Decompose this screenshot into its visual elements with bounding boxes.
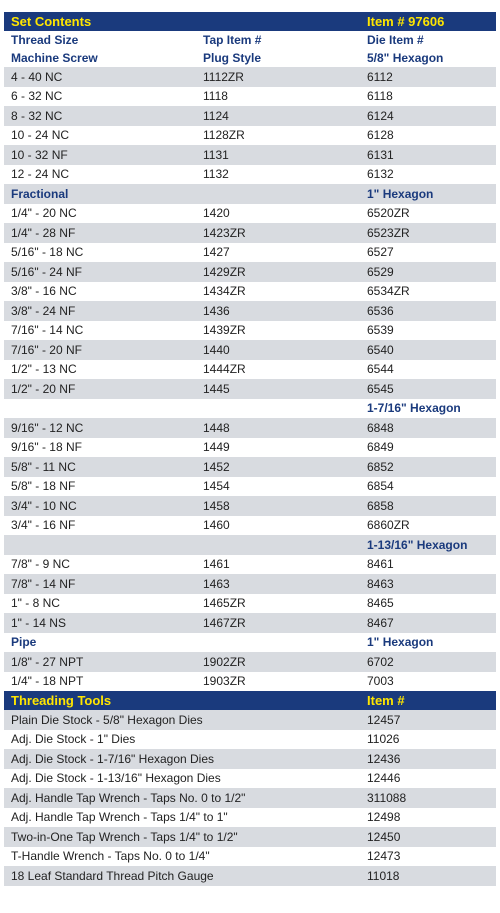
die-item-cell: 6534ZR	[367, 284, 410, 299]
die-item-cell: 6702	[367, 654, 394, 669]
thread-size-cell: 1/2" - 13 NC	[11, 362, 77, 377]
table-row	[4, 67, 496, 87]
tap-item-cell: 1461	[203, 557, 230, 572]
tool-row	[4, 788, 496, 808]
thread-size-cell: 6 - 32 NC	[11, 89, 63, 104]
tool-item-cell: 12450	[367, 829, 401, 844]
table-row	[4, 340, 496, 360]
tap-item-cell: 1436	[203, 303, 230, 318]
table-row	[4, 438, 496, 458]
table-row	[4, 613, 496, 633]
tap-item-cell: 1445	[203, 381, 230, 396]
column-header-line-2	[4, 49, 496, 67]
tool-row	[4, 827, 496, 847]
table-row	[4, 555, 496, 575]
die-item-cell: 1-7/16" Hexagon	[367, 401, 461, 416]
table-row	[4, 204, 496, 224]
tool-row	[4, 866, 496, 886]
tap-item-cell: 1429ZR	[203, 264, 246, 279]
tool-row	[4, 749, 496, 769]
die-item-cell: 6131	[367, 147, 394, 162]
die-item-cell: 8467	[367, 615, 394, 630]
tool-item-cell: 12473	[367, 849, 401, 864]
tap-item-cell: 1449	[203, 440, 230, 455]
tap-item-cell: 1452	[203, 459, 230, 474]
tool-row	[4, 808, 496, 828]
tool-rows	[4, 710, 496, 886]
set-item-number: Item # 97606	[367, 14, 445, 29]
thread-size-cell: 9/16" - 18 NF	[11, 440, 82, 455]
thread-size-cell: 1" - 8 NC	[11, 596, 60, 611]
set-contents-title: Set Contents	[11, 14, 92, 29]
thread-size-cell: 10 - 32 NF	[11, 147, 68, 162]
column-header-line-1	[4, 31, 496, 49]
die-item-cell: 1" Hexagon	[367, 186, 434, 201]
die-item-cell: 6529	[367, 264, 394, 279]
thread-size-cell: 4 - 40 NC	[11, 69, 63, 84]
die-item-cell: 6520ZR	[367, 206, 410, 221]
set-contents-band	[4, 12, 496, 31]
table-row	[4, 594, 496, 614]
threading-tools-title: Threading Tools	[11, 693, 112, 708]
table-row	[4, 106, 496, 126]
table-row	[4, 516, 496, 536]
thread-size-cell: 7/8" - 9 NC	[11, 557, 70, 572]
tap-item-cell: 1423ZR	[203, 225, 246, 240]
die-item-cell: 6128	[367, 128, 394, 143]
table-row	[4, 496, 496, 516]
die-item-cell: 6860ZR	[367, 518, 410, 533]
section-subheader-row	[4, 633, 496, 653]
die-item-cell: 6852	[367, 459, 394, 474]
die-item-cell: 6544	[367, 362, 394, 377]
tap-item-cell: 1903ZR	[203, 674, 246, 689]
die-item-cell: 6540	[367, 342, 394, 357]
section-subheader-row	[4, 399, 496, 419]
die-item-cell: 6527	[367, 245, 394, 260]
thread-size-cell: 7/8" - 14 NF	[11, 576, 76, 591]
thread-size-cell: 8 - 32 NC	[11, 108, 63, 123]
die-item-cell: 6539	[367, 323, 394, 338]
tool-row	[4, 710, 496, 730]
tools-item-header: Item #	[367, 693, 405, 708]
thread-size-cell: 5/8" - 11 NC	[11, 459, 76, 474]
thread-size-cell: 3/4" - 10 NC	[11, 498, 77, 513]
thread-size-header: Thread Size	[11, 33, 79, 47]
tool-name-cell: T-Handle Wrench - Taps No. 0 to 1/4"	[11, 849, 210, 864]
tap-item-cell: 1427	[203, 245, 230, 260]
tool-name-cell: Plain Die Stock - 5/8" Hexagon Dies	[11, 712, 203, 727]
tool-name-cell: Adj. Die Stock - 1" Dies	[11, 732, 136, 747]
hexagon-size-header: 5/8" Hexagon	[367, 51, 444, 65]
thread-size-cell: 1/2" - 20 NF	[11, 381, 76, 396]
tap-item-cell: 1434ZR	[203, 284, 246, 299]
die-item-cell: 6858	[367, 498, 394, 513]
tap-item-cell: 1112ZR	[203, 69, 244, 84]
die-item-cell: 1" Hexagon	[367, 635, 434, 650]
die-item-cell: 6132	[367, 167, 394, 182]
die-item-cell: 7003	[367, 674, 394, 689]
table-row	[4, 165, 496, 185]
die-item-cell: 8463	[367, 576, 394, 591]
die-item-cell: 6545	[367, 381, 394, 396]
thread-size-cell: 12 - 24 NC	[11, 167, 70, 182]
die-item-cell: 6536	[367, 303, 394, 318]
tap-item-cell: 1444ZR	[203, 362, 246, 377]
thread-size-cell: 1/4" - 28 NF	[11, 225, 76, 240]
tap-item-cell: 1132	[203, 167, 229, 182]
die-item-cell: 8465	[367, 596, 394, 611]
tool-name-cell: Adj. Handle Tap Wrench - Taps No. 0 to 1/2"	[11, 790, 246, 805]
thread-size-cell: Pipe	[11, 635, 37, 650]
tap-item-cell: 1124	[203, 108, 229, 123]
set-contents-table	[4, 12, 496, 886]
tap-item-cell: 1463	[203, 576, 230, 591]
thread-size-cell: 5/8" - 18 NF	[11, 479, 76, 494]
tap-item-cell: 1465ZR	[203, 596, 246, 611]
tool-item-cell: 12457	[367, 712, 401, 727]
table-row	[4, 301, 496, 321]
table-row	[4, 145, 496, 165]
thread-size-cell: 10 - 24 NC	[11, 128, 70, 143]
tap-item-cell: 1458	[203, 498, 230, 513]
table-row	[4, 652, 496, 672]
die-item-cell: 6118	[367, 89, 393, 104]
thread-size-cell: 3/4" - 16 NF	[11, 518, 76, 533]
tool-name-cell: 18 Leaf Standard Thread Pitch Gauge	[11, 868, 214, 883]
die-item-cell: 6849	[367, 440, 394, 455]
tap-item-cell: 1131	[203, 147, 229, 162]
table-row	[4, 87, 496, 107]
tool-item-cell: 11026	[367, 732, 400, 747]
table-row	[4, 126, 496, 146]
tap-item-cell: 1902ZR	[203, 654, 246, 669]
plug-style-header: Plug Style	[203, 51, 262, 65]
thread-size-cell: 7/16" - 14 NC	[11, 323, 84, 338]
tool-item-cell: 11018	[367, 868, 400, 883]
table-row	[4, 457, 496, 477]
threading-tools-band	[4, 691, 496, 710]
tap-item-cell: 1420	[203, 206, 230, 221]
tool-name-cell: Adj. Die Stock - 1-7/16" Hexagon Dies	[11, 751, 215, 766]
table-row	[4, 282, 496, 302]
thread-size-cell: 3/8" - 16 NC	[11, 284, 77, 299]
table-row	[4, 223, 496, 243]
table-row	[4, 262, 496, 282]
table-row	[4, 477, 496, 497]
machine-screw-header: Machine Screw	[11, 51, 98, 65]
thread-size-cell: 5/16" - 24 NF	[11, 264, 82, 279]
table-row	[4, 360, 496, 380]
thread-size-cell: 1/8" - 27 NPT	[11, 654, 84, 669]
tool-row	[4, 730, 496, 750]
tap-item-cell: 1448	[203, 420, 230, 435]
table-row	[4, 321, 496, 341]
tool-name-cell: Adj. Handle Tap Wrench - Taps 1/4" to 1"	[11, 810, 228, 825]
section-subheader-row	[4, 184, 496, 204]
tap-item-cell: 1439ZR	[203, 323, 246, 338]
tap-item-header: Tap Item #	[203, 33, 262, 47]
table-row	[4, 672, 496, 692]
thread-size-cell: 3/8" - 24 NF	[11, 303, 76, 318]
thread-size-cell: 1/4" - 18 NPT	[11, 674, 84, 689]
tool-name-cell: Two-in-One Tap Wrench - Taps 1/4" to 1/2"	[11, 829, 238, 844]
die-item-cell: 6848	[367, 420, 394, 435]
thread-size-cell: 1/4" - 20 NC	[11, 206, 77, 221]
section-subheader-row	[4, 535, 496, 555]
tool-item-cell: 12446	[367, 771, 401, 786]
tool-item-cell: 311088	[367, 790, 407, 805]
table-row	[4, 574, 496, 594]
tool-row	[4, 847, 496, 867]
table-row	[4, 243, 496, 263]
die-item-header: Die Item #	[367, 33, 424, 47]
tool-item-cell: 12498	[367, 810, 401, 825]
die-item-cell: 6854	[367, 479, 394, 494]
thread-size-cell: 9/16" - 12 NC	[11, 420, 84, 435]
thread-size-cell: 7/16" - 20 NF	[11, 342, 82, 357]
thread-size-cell: 5/16" - 18 NC	[11, 245, 84, 260]
tap-item-cell: 1118	[203, 89, 228, 104]
table-row	[4, 379, 496, 399]
thread-size-cell: 1" - 14 NS	[11, 615, 66, 630]
table-row	[4, 418, 496, 438]
tool-item-cell: 12436	[367, 751, 401, 766]
tap-item-cell: 1467ZR	[203, 615, 246, 630]
tap-item-cell: 1128ZR	[203, 128, 245, 143]
die-item-cell: 6124	[367, 108, 394, 123]
thread-size-cell: Fractional	[11, 186, 69, 201]
die-item-cell: 6112	[367, 69, 393, 84]
tool-row	[4, 769, 496, 789]
die-item-cell: 6523ZR	[367, 225, 410, 240]
tool-name-cell: Adj. Die Stock - 1-13/16" Hexagon Dies	[11, 771, 221, 786]
tap-item-cell: 1460	[203, 518, 230, 533]
die-item-cell: 1-13/16" Hexagon	[367, 537, 468, 552]
thread-rows	[4, 67, 496, 691]
die-item-cell: 8461	[367, 557, 394, 572]
tap-item-cell: 1440	[203, 342, 230, 357]
tap-item-cell: 1454	[203, 479, 230, 494]
